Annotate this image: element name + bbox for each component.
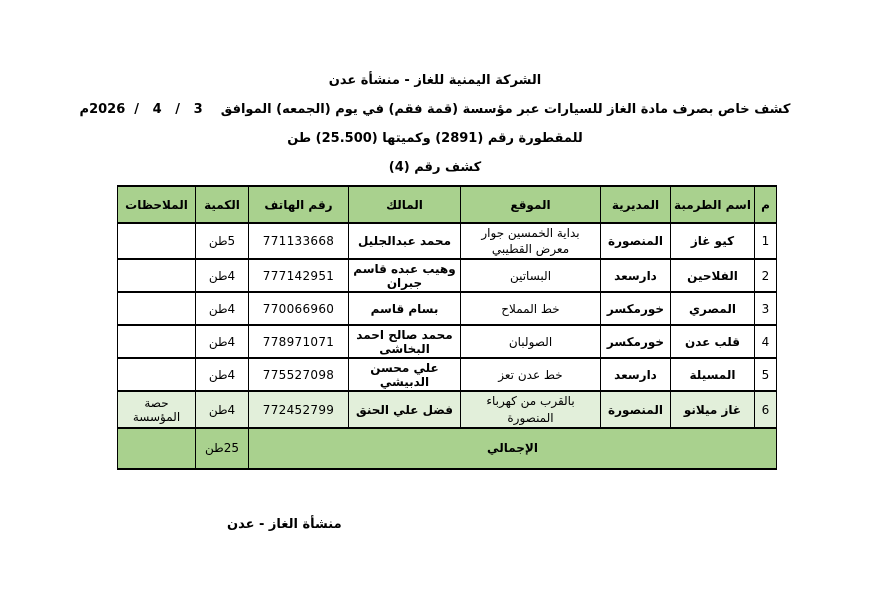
serial-cell: 2 xyxy=(755,259,777,292)
pump-name-cell: كيو غاز xyxy=(671,223,755,259)
col-district: المديرية xyxy=(601,186,671,223)
total-notes-cell xyxy=(118,428,196,469)
notes-cell xyxy=(118,259,196,292)
phone-cell: 771133668 xyxy=(249,223,349,259)
district-cell: دارسعد xyxy=(601,259,671,292)
col-notes: الملاحظات xyxy=(118,186,196,223)
serial-cell: 5 xyxy=(755,358,777,391)
notes-cell: حصة المؤسسة xyxy=(118,391,196,427)
serial-cell: 3 xyxy=(755,292,777,325)
col-pump-name: اسم الطرمبة xyxy=(671,186,755,223)
gas-distribution-table xyxy=(117,185,777,470)
serial-cell: 4 xyxy=(755,325,777,358)
location-cell: بداية الخمسين جوار معرض القطيبي xyxy=(461,223,601,259)
total-row xyxy=(118,428,777,469)
owner-cell: فضل علي الحنق xyxy=(349,391,461,427)
owner-cell: محمد عبدالجليل xyxy=(349,223,461,259)
owner-cell: محمد صالح احمد البخاشى xyxy=(349,325,461,358)
table-row-highlighted xyxy=(118,391,777,427)
col-quantity: الكمية xyxy=(196,186,249,223)
pump-name-cell: المصري xyxy=(671,292,755,325)
notes-cell xyxy=(118,358,196,391)
phone-cell: 770066960 xyxy=(249,292,349,325)
sheet-number-line: كشف رقم (4) xyxy=(388,160,482,175)
district-cell: المنصورة xyxy=(601,223,671,259)
owner-cell: علي محسن الدبيشي xyxy=(349,358,461,391)
table-row xyxy=(118,292,777,325)
location-cell: خط عدن تعز xyxy=(461,358,601,391)
serial-cell: 6 xyxy=(755,391,777,427)
col-owner: المالك xyxy=(349,186,461,223)
col-serial: م xyxy=(755,186,777,223)
quantity-cell: 4طن xyxy=(196,325,249,358)
document-header xyxy=(0,66,870,182)
trailer-info-line: للمقطورة رقم (2891) وكميتها (25.500) طن xyxy=(287,131,583,146)
total-quantity-cell: 25طن xyxy=(196,428,249,469)
phone-cell: 775527098 xyxy=(249,358,349,391)
quantity-cell: 5طن xyxy=(196,223,249,259)
table-row xyxy=(118,325,777,358)
table-row xyxy=(118,358,777,391)
notes-cell xyxy=(118,292,196,325)
table-header-row xyxy=(118,186,777,223)
col-phone: رقم الهاتف xyxy=(249,186,349,223)
table-row xyxy=(118,223,777,259)
col-location: الموقع xyxy=(461,186,601,223)
quantity-cell: 4طن xyxy=(196,292,249,325)
statement-description-line: كشف خاص بصرف مادة الغاز للسيارات عبر مؤسسة (قمة فقم) في يوم (الجمعه) الموافق 3 / 4 / 2026م xyxy=(79,102,791,117)
notes-cell xyxy=(118,223,196,259)
district-cell: دارسعد xyxy=(601,358,671,391)
district-cell: خورمكسر xyxy=(601,292,671,325)
district-cell: المنصورة xyxy=(601,391,671,427)
total-label-cell: الإجمالي xyxy=(249,428,777,469)
phone-cell: 772452799 xyxy=(249,391,349,427)
quantity-cell: 4طن xyxy=(196,259,249,292)
location-cell: خط المملاح xyxy=(461,292,601,325)
district-cell: خورمكسر xyxy=(601,325,671,358)
serial-cell: 1 xyxy=(755,223,777,259)
pump-name-cell: غاز ميلانو xyxy=(671,391,755,427)
pump-name-cell: قلب عدن xyxy=(671,325,755,358)
location-cell: البساتين xyxy=(461,259,601,292)
company-title: الشركة اليمنية للغاز - منشأة عدن xyxy=(328,73,542,88)
pump-name-cell: الفلاحين xyxy=(671,259,755,292)
table-row xyxy=(118,259,777,292)
owner-cell: وهيب عبده قاسم جبران xyxy=(349,259,461,292)
phone-cell: 778971071 xyxy=(249,325,349,358)
footer-signature: منشأة الغاز - عدن xyxy=(227,517,342,532)
quantity-cell: 4طن xyxy=(196,391,249,427)
location-cell: بالقرب من كهرباء المنصورة xyxy=(461,391,601,427)
notes-cell xyxy=(118,325,196,358)
location-cell: الصولبان xyxy=(461,325,601,358)
quantity-cell: 4طن xyxy=(196,358,249,391)
owner-cell: بسام قاسم xyxy=(349,292,461,325)
pump-name-cell: المسيلة xyxy=(671,358,755,391)
phone-cell: 777142951 xyxy=(249,259,349,292)
